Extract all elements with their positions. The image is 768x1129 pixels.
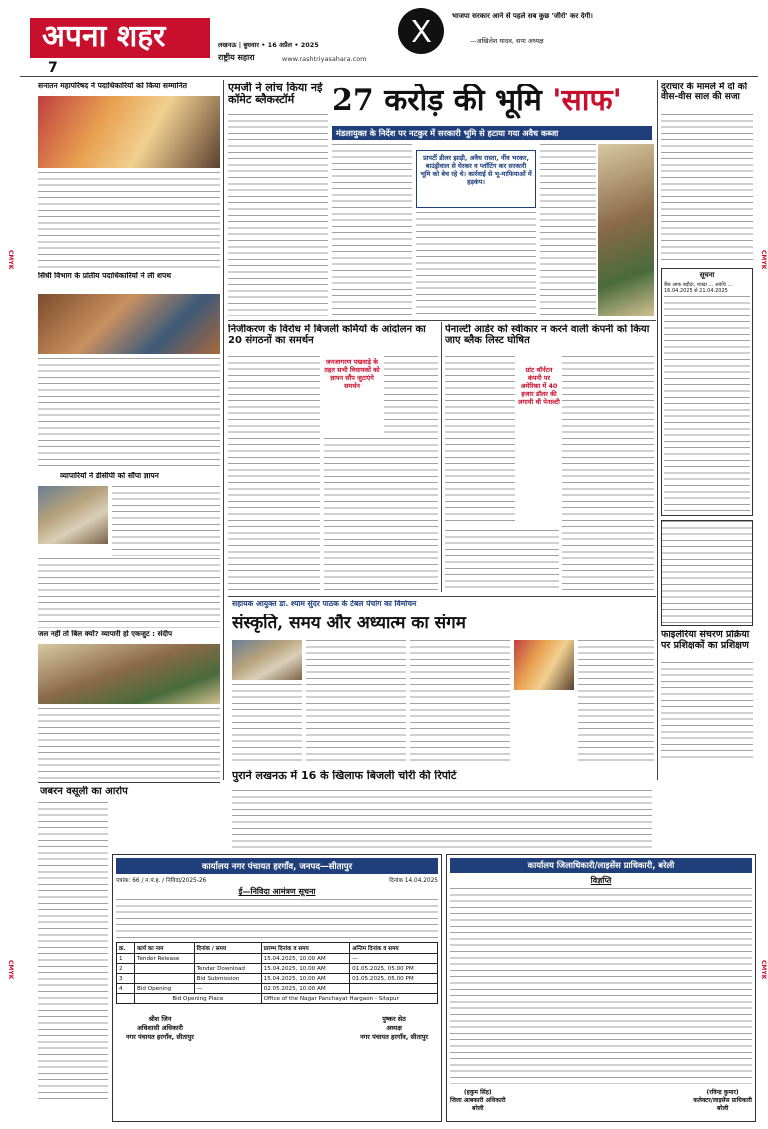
tender-sign-right-name: पुष्कर सेठ [382, 1015, 406, 1023]
cmyk-mark-left-2: CMYK [7, 960, 14, 980]
mid-center-callout: ग्रांट थॉर्नटन कंपनी पर अमेरिका में 40 हजार डॉलर की लगायी थी पेनाल्टी [518, 366, 560, 406]
tender-ref: पत्रांक: 66 / न.पं.ह. / निविदा/2025-26 [116, 878, 207, 884]
table-row [117, 954, 438, 964]
tender-col-2: कार्य का नाम [135, 943, 195, 954]
col-sep-mid [441, 322, 442, 592]
tender-cell: 2 [117, 964, 135, 974]
book-kicker: सहायक आयुक्त डा. श्याम सुंदर पाठक के टेबल पंचांग का विमोचन [232, 600, 417, 608]
tender-sign-left-role: अधिशासी अधिकारी [136, 1024, 183, 1032]
excise-signer-right: (रविन्द्र कुमार) [706, 1089, 739, 1096]
excise-body [450, 888, 752, 1084]
tender-place-label: Bid Opening Place [135, 994, 262, 1004]
lead-headline-red: 'साफ' [552, 84, 622, 118]
ad-small-notice-2 [661, 520, 753, 626]
table-row [117, 964, 438, 974]
mid-left-body-3 [384, 356, 438, 436]
cmyk-mark-right-2: CMYK [760, 960, 767, 980]
photo-sanatan [38, 96, 220, 168]
excise-notice [446, 854, 756, 1122]
photo-traders [38, 486, 108, 544]
photo-panchang [514, 640, 574, 690]
book-body-4 [232, 684, 302, 762]
mid-center-body-2 [562, 356, 654, 592]
tender-cell [135, 974, 195, 984]
brand-logo: राष्ट्रीय सहारा [218, 52, 255, 62]
col1-headline-3: व्यापारियों ने डीसीपी को सौंपा ज्ञापन [60, 472, 159, 480]
tender-body [116, 899, 438, 939]
col1-headline-1: सनातन महापरिषद ने पदाधिकारियों को किया सम्मानित [38, 82, 188, 90]
tender-cell [194, 954, 261, 964]
tender-cell [117, 994, 135, 1004]
ad-small-notice [661, 268, 753, 516]
table-row [117, 994, 438, 1004]
tender-cell: Tender Release [135, 954, 195, 964]
col2-body [228, 114, 328, 316]
book-body-2 [410, 640, 510, 762]
tender-cell: — [194, 984, 261, 994]
lead-callout: प्रापर्टी डीलर झाड़ी, अवैध रास्ता, नींव भरकर, बाउंड्रीवाल से घेरकर व प्लॉटिंग कर सरकारी भूमि को बेच रहे थे। कार्रवाई से भू-माफियाओं में हड़कंप। [416, 150, 536, 208]
ad-small-2-body [662, 521, 752, 625]
right-top-body [661, 114, 753, 264]
tender-cell: 02.05.2025, 10.00 AM [261, 984, 349, 994]
tender-sign-right-org: नगर पंचायत हरगाँव, सीतापुर [360, 1033, 428, 1041]
ad-small-title: सूचना [699, 271, 715, 279]
lead-headline-main: 27 करोड़ की भूमि [332, 84, 542, 118]
col2-headline: एमजी ने लांच किया नई कॉमेट ब्लैकस्टॉर्म [228, 82, 323, 107]
tender-cell: 4 [117, 984, 135, 994]
col-sep-right [657, 80, 658, 780]
col1-body-5 [38, 802, 108, 1102]
mid-right-headline: फाइलेरिया संचरण प्रक्रिया पर प्रशिक्षकों का प्रशिक्षण [661, 630, 750, 651]
lead-body-1 [332, 144, 412, 316]
tender-table [116, 942, 438, 1004]
col1-headline-4: जल नहीं तो बिल क्यों? व्यापारी हो एकजुट : संदीप [38, 630, 173, 638]
table-row [117, 984, 438, 994]
tender-cell [135, 964, 195, 974]
cmyk-mark-left: CMYK [7, 250, 14, 270]
tender-date: दिनांक 14.04.2025 [389, 878, 438, 884]
header-quote: भाजपा सरकार आने से पहले सब कुछ 'जीरो' कर देगी। [452, 12, 593, 20]
tender-cell: 3 [117, 974, 135, 984]
tender-col-3: दिनांक / समय [194, 943, 261, 954]
photo-book-release [232, 640, 302, 680]
tender-cell: 15.04.2025, 10.00 AM [261, 964, 349, 974]
excise-subtitle: विज्ञप्ति [590, 876, 612, 885]
website: www.rashtriyasahara.com [282, 55, 367, 63]
photo-sindhi [38, 294, 220, 354]
mid-left-body-1 [228, 356, 320, 592]
tender-cell: 15.04.2025, 10.00 AM [261, 954, 349, 964]
tender-notice [112, 854, 442, 1122]
tender-sign-left-name: श्रीश जिन [148, 1015, 172, 1023]
tender-place-value: Office of the Nagar Panchayat Hargaon - Sitapur [261, 994, 437, 1004]
tender-col-5: अन्तिम दिनांक व समय [350, 943, 438, 954]
lead-headline [332, 84, 652, 124]
power-headline: पुराने लखनऊ में 16 के खिलाफ बिजली चोरी की रिपोर्ट [232, 770, 457, 782]
quote-author: —अखिलेश यादव, सपा अध्यक्ष [470, 37, 544, 45]
col1-body-3b [38, 558, 220, 628]
mid-left-headline: निजीकरण के विरोध में बिजली कर्मियों के आंदोलन का 20 संगठनों का समर्थन [228, 324, 426, 347]
book-headline: संस्कृति, समय और अध्यात्म का संगम [232, 614, 466, 633]
mid-right-body [661, 662, 753, 758]
mid-left-callout: जनजागरण पखवाड़े के तहत सभी विधायकों को ज्ञापन सौंप जुटाएंगे समर्थन [324, 358, 380, 390]
ad-small-body [664, 296, 750, 516]
tender-col-1: क्र. [117, 943, 135, 954]
section-title: अपना शहर [42, 19, 166, 54]
excise-title: कार्यालय जिलाधिकारी/लाइसेंस प्राधिकारी, बरेली [450, 858, 752, 873]
mid-left-body-2 [324, 438, 438, 592]
tender-cell: Bid Submission [194, 974, 261, 984]
tender-table-header [117, 943, 438, 954]
book-body-3 [578, 640, 654, 762]
tender-cell: — [350, 954, 438, 964]
cmyk-mark-right: CMYK [760, 250, 767, 270]
header-rule [20, 76, 758, 77]
lead-subheadline: मंडलायुक्त के निर्देश पर नटकुर में सरकारी भूमि से हटाया गया अवैध कब्जा [332, 126, 652, 140]
mid-center-body-1 [445, 356, 515, 526]
tender-cell: 15.04.2025, 10.00 AM [261, 974, 349, 984]
col-sep-1 [223, 80, 224, 780]
excise-signer-left-role: जिला आबकारी अधिकारी [450, 1097, 506, 1104]
col1-body-4 [38, 708, 220, 780]
tender-subtitle: ई—निविदा आमंत्रण सूचना [238, 887, 316, 896]
masthead [30, 18, 210, 58]
col1-headline-5: जबरन वसूली का आरोप [40, 786, 128, 797]
excise-signer-left: (हकुम सिंह) [463, 1089, 492, 1096]
col1-rule [38, 782, 220, 783]
photo-bulldozer [598, 144, 654, 316]
page-number: 7 [48, 60, 58, 74]
excise-signer-left-place: बरेली [472, 1105, 484, 1112]
col1-body-1 [38, 172, 220, 270]
excise-signer-right-role: कलेक्टर/लाइसेंस प्राधिकारी [693, 1097, 752, 1104]
tender-sign-left-org: नगर पंचायत हरगाँव, सीतापुर [126, 1033, 194, 1041]
tender-cell: 01.05.2025, 05.00 PM [350, 974, 438, 984]
book-rule [228, 596, 656, 597]
tender-col-4: प्रारम्भ दिनांक व समय [261, 943, 349, 954]
tender-sign-right-role: अध्यक्ष [386, 1024, 402, 1032]
mid-center-headline: पेनाल्टी आर्डर को स्वीकार न करने वाली कंपनी को किया जाए ब्लैक लिस्ट घोषित [445, 324, 650, 347]
x-logo-icon [398, 8, 444, 54]
col1-body-2 [38, 358, 220, 468]
book-body-1 [306, 640, 406, 762]
excise-signer-right-place: बरेली [716, 1105, 729, 1112]
lead-body-2 [416, 212, 536, 316]
lead-body-3 [540, 144, 596, 316]
ad-small-text: बैंक आफ बड़ौदा, शाखा ... अवधि ... 16.04.2025 से 21.04.2025 [664, 282, 733, 294]
table-row [117, 974, 438, 984]
photo-water-bill [38, 644, 220, 704]
mid-rule [228, 320, 656, 321]
tender-cell: Bid Opening [135, 984, 195, 994]
mid-center-body-3 [445, 530, 559, 592]
dateline: लखनऊ | बुधवार • 16 अप्रैल • 2025 [218, 41, 319, 49]
tender-cell [350, 984, 438, 994]
right-top-headline: दुराचार के मामले में दो को वीस-वीस साल की सजा [661, 82, 748, 103]
tender-cell: 01.05.2025, 05.00 PM [350, 964, 438, 974]
col1-body-3a [112, 486, 220, 556]
power-body [232, 790, 652, 848]
col1-headline-2: सिंधी विभाग के प्रांतीय पदाधिकारियों ने ली शपथ [38, 272, 172, 280]
tender-cell: Tender Download [194, 964, 261, 974]
tender-cell: 1 [117, 954, 135, 964]
tender-title: कार्यालय नगर पंचायत हरगाँव, जनपद—सीतापुर [116, 858, 438, 874]
